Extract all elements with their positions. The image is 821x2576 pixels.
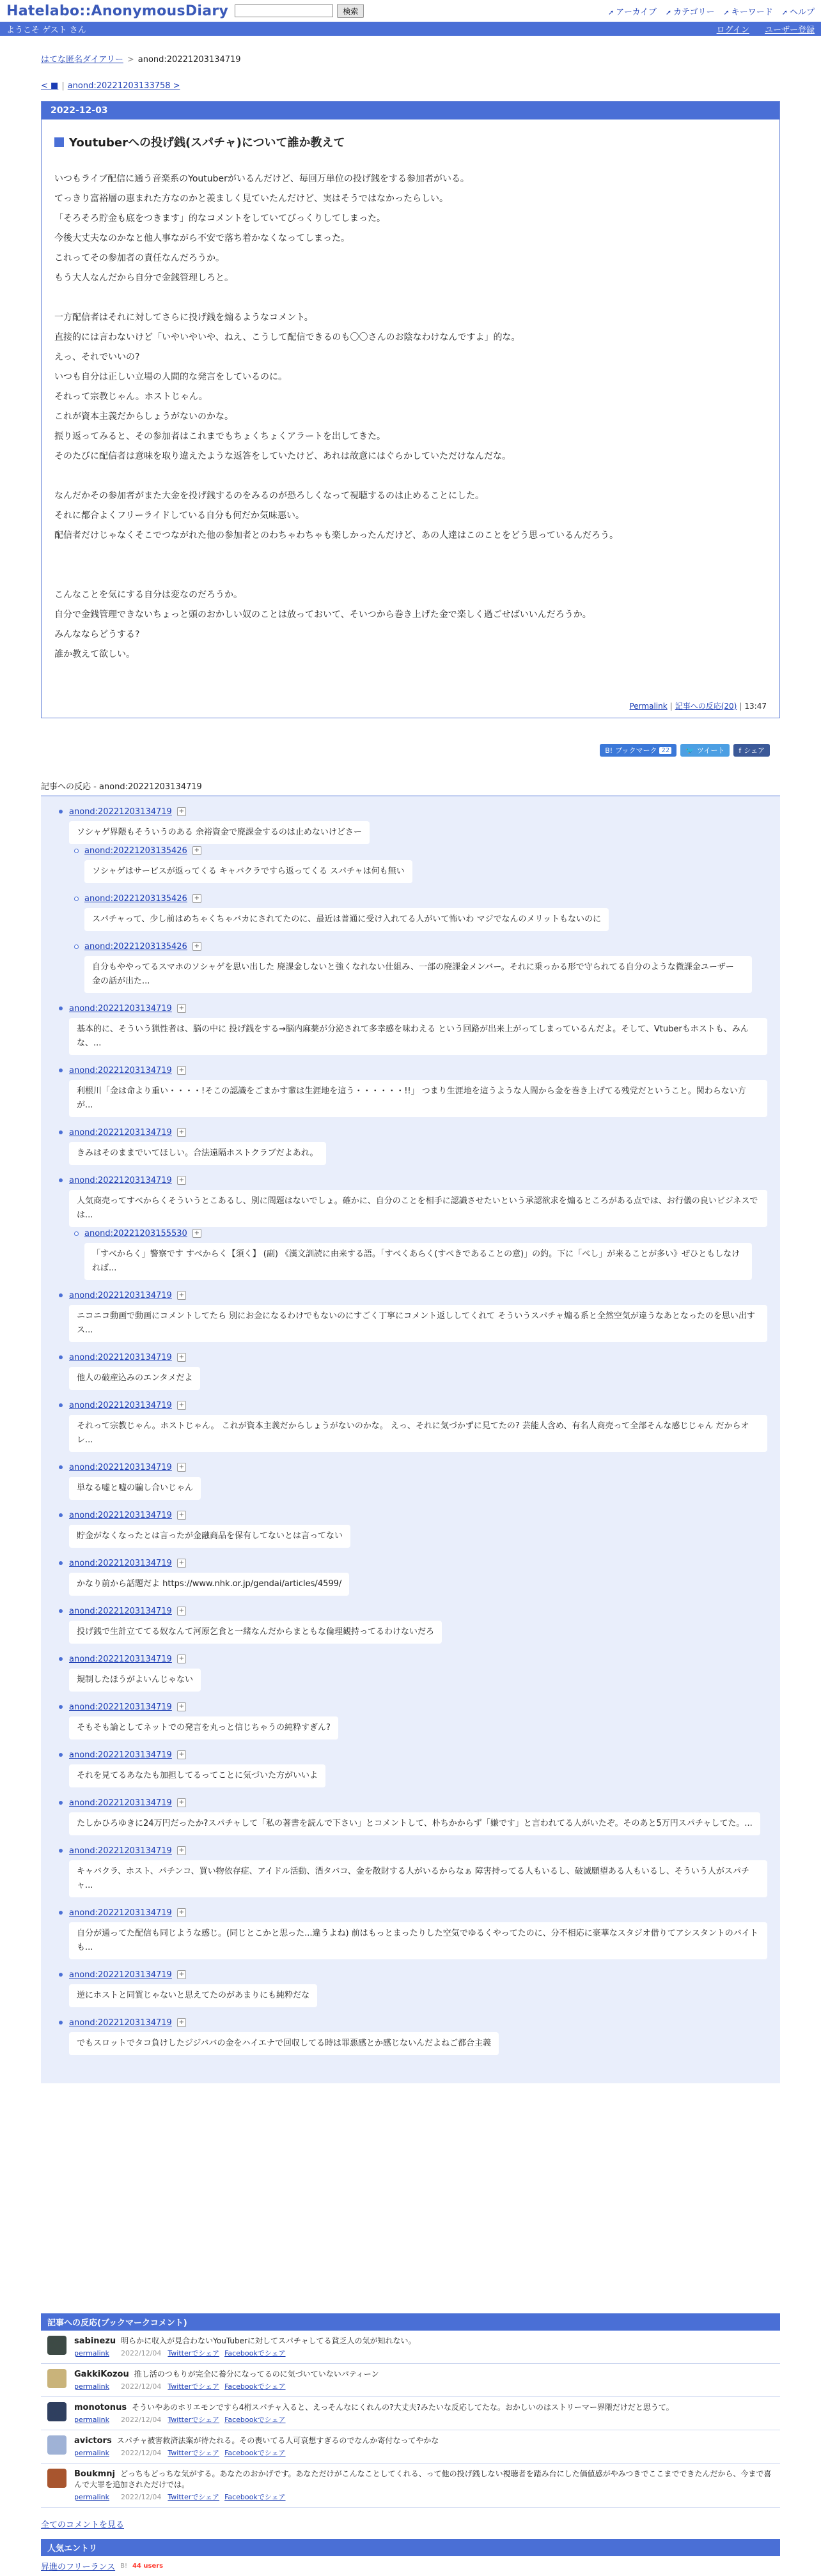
- reaction-item: [69, 844, 767, 883]
- reaction-item: [54, 1064, 767, 1117]
- entry-line: 自分で金銭管理できないちょっと頭のおかしい奴のことは放っておいて、そいつから巻き上げた金で楽しく過ごせばいいんだろうか。: [54, 610, 591, 620]
- bookmark-facebook-share[interactable]: Facebookでシェア: [224, 2493, 286, 2501]
- reaction-children: [69, 1227, 767, 1280]
- reaction-link[interactable]: anond:20221203134719: [69, 1290, 172, 1300]
- arrow-icon: ➚: [665, 8, 672, 17]
- bookmark-permalink[interactable]: permalink: [74, 2416, 109, 2424]
- reaction-item: [54, 1399, 767, 1452]
- bookmark-facebook-share[interactable]: Facebookでシェア: [224, 2416, 286, 2424]
- reaction-tree: [41, 796, 780, 2083]
- bookmark-twitter-share[interactable]: Twitterでシェア: [168, 2416, 220, 2424]
- expand-icon[interactable]: +: [192, 846, 201, 855]
- bookmark-twitter-share[interactable]: Twitterでシェア: [168, 2382, 220, 2391]
- expand-icon[interactable]: +: [177, 1463, 186, 1472]
- reaction-item: [54, 1351, 767, 1390]
- bookmark-user[interactable]: avictors: [74, 2436, 112, 2446]
- entry-line: 一方配信者はそれに対してさらに投げ銭を煽るようなコメント。: [54, 312, 313, 323]
- entry-line: これってその参加者の責任なんだろうか。: [54, 253, 224, 263]
- hatena-bookmark-button[interactable]: B! ブックマーク 22: [600, 744, 676, 757]
- all-comments-link[interactable]: 全てのコメントを見る: [41, 2520, 125, 2530]
- bookmark-date: 2022/12/04: [121, 2416, 162, 2424]
- reaction-item: [69, 1227, 767, 1280]
- reaction-link[interactable]: anond:20221203134719: [69, 1750, 172, 1760]
- reaction-text: ソシャゲ界隈もそういうのある 余裕資金で廃課金するのは止めないけどさー: [69, 821, 370, 844]
- expand-icon[interactable]: +: [177, 1654, 186, 1663]
- avatar[interactable]: [47, 2435, 66, 2455]
- bookmark-comment: [41, 2364, 780, 2397]
- reaction-item: [54, 1653, 767, 1692]
- entry-pager: < ■ | anond:20221203133758 >: [41, 81, 180, 91]
- reaction-item: [54, 1126, 767, 1165]
- all-comments-link-wrap: [41, 2518, 780, 2530]
- expand-icon[interactable]: +: [177, 2018, 186, 2027]
- login-link[interactable]: ログイン: [716, 25, 749, 35]
- bookmark-comment-list: [41, 2331, 780, 2508]
- entry-line: もう大人なんだから自分で金銭管理しろと。: [54, 273, 233, 283]
- entry-paragraph: [54, 308, 767, 467]
- reaction-item: [54, 1289, 767, 1342]
- reaction-text: スパチャって、少し前はめちゃくちゃバカにされてたのに、最近は普通に受け入れてる人がいて怖いわ マジでなんのメリットもないのに: [84, 908, 609, 931]
- reaction-link[interactable]: anond:20221203134719: [69, 1798, 172, 1808]
- reaction-text: 基本的に、そういう猟性者は、脳の中に 投げ銭をする→脳内麻薬が分泌されて多幸感を味わえる という回路が出来上がってしまっているんだよ。そして、Vtuberもホストも、みんな、...: [69, 1018, 767, 1055]
- entry-line: 配信者だけじゃなくそこでつながれた他の参加者とのわちゃわちゃも楽しかったんだけど、あの人達はこのことをどう思っているんだろう。: [54, 530, 618, 541]
- expand-icon[interactable]: +: [177, 1750, 186, 1759]
- reaction-item: [54, 805, 767, 993]
- avatar[interactable]: [47, 2469, 66, 2488]
- popular-entries-title: 人気エントリ: [41, 2539, 780, 2556]
- reaction-text: そもそも論としてネットでの発言を丸っと信じちゃうの純粋すぎん?: [69, 1716, 338, 1739]
- bookmark-comment: [41, 2397, 780, 2430]
- reaction-text: それって宗教じゃん。ホストじゃん。 これが資本主義だからしょうがないのかな。 えっ、それに気づかずに見てたの? 芸能人含め、有名人商売って全部そんな感じじゃん だからオレ...: [69, 1415, 767, 1452]
- reaction-text: 貯金がなくなったとは言ったが金融商品を保有してないとは言ってない: [69, 1525, 350, 1548]
- reaction-item: [54, 1844, 767, 1897]
- bookmark-comment: [41, 2464, 780, 2508]
- reaction-link[interactable]: anond:20221203134719: [69, 1606, 172, 1616]
- reaction-link[interactable]: anond:20221203155530: [84, 1228, 187, 1238]
- entry-title[interactable]: Youtuberへの投げ銭(スパチャ)について誰か教えて: [54, 134, 767, 150]
- expand-icon[interactable]: +: [177, 1798, 186, 1807]
- expand-icon[interactable]: +: [177, 1004, 186, 1013]
- bookmark-user[interactable]: sabinezu: [74, 2336, 116, 2346]
- bookmark-date: 2022/12/04: [121, 2349, 162, 2357]
- entry-line: そのたびに配信者は意味を取り違えたような返答をしていたけど、あれは故意にはぐらかしていただけなんだな。: [54, 451, 511, 461]
- bookmark-date: 2022/12/04: [121, 2382, 162, 2391]
- expand-icon[interactable]: +: [177, 1607, 186, 1616]
- reaction-link[interactable]: anond:20221203134719: [69, 1970, 172, 1980]
- reaction-item: [54, 1796, 767, 1835]
- entry-line: それに都合よくフリーライドしている自分も何だか気味悪い。: [54, 511, 305, 521]
- breadcrumb-current: anond:20221203134719: [137, 55, 241, 65]
- reaction-link[interactable]: anond:20221203134719: [69, 1846, 172, 1856]
- reaction-link[interactable]: anond:20221203134719: [69, 1654, 172, 1664]
- expand-icon[interactable]: +: [192, 1229, 201, 1238]
- reaction-text: ソシャゲはサービスが返ってくる キャバクラですら返ってくる スパチャは何も無い: [84, 860, 412, 883]
- reaction-text: ニコニコ動画で動画にコメントしてたら 別にお金になるわけでもないのにすごく丁寧にコメント返ししてくれて そういうスパチャ煽る系と全然空気が違うなあとなったのを思い出す ス...: [69, 1305, 767, 1342]
- entry-time: 13:47: [744, 702, 767, 711]
- reaction-link[interactable]: anond:20221203135426: [84, 941, 187, 952]
- hatena-bookmark-icon: B!: [120, 2563, 127, 2570]
- bookmark-user[interactable]: monotonus: [74, 2403, 127, 2412]
- reaction-link[interactable]: anond:20221203134719: [69, 806, 172, 817]
- popular-entry: [41, 2556, 780, 2576]
- reactions-link[interactable]: 記事への反応(20): [675, 702, 737, 711]
- reaction-item: [54, 1701, 767, 1739]
- bookmark-comment-text: 明らかに収入が見合わないYouTuberに対してスパチャしてる貧乏人の気が知れない。: [121, 2336, 416, 2345]
- reaction-text: 利根川「金は命より重い・・・・!そこの認識をごまかす輩は生涯地を這う・・・・・・!!」 つまり生涯地を這うような人間から金を巻き上げてる残党だということ。関わらない方が...: [69, 1080, 767, 1117]
- tweet-button[interactable]: 🐦 ツイート: [680, 744, 730, 757]
- entry-line: 今後大丈夫なのかなと他人事ながら不安で落ち着かなくなってしまった。: [54, 233, 350, 243]
- expand-icon[interactable]: +: [192, 894, 201, 903]
- expand-icon[interactable]: +: [177, 807, 186, 816]
- reaction-children: [69, 844, 767, 993]
- popular-users-count[interactable]: 44 users: [132, 2563, 164, 2570]
- expand-icon[interactable]: +: [177, 1511, 186, 1520]
- reaction-item: [54, 1509, 767, 1548]
- bookmark-permalink[interactable]: permalink: [74, 2382, 109, 2391]
- next-entry-link[interactable]: anond:20221203133758 >: [67, 81, 180, 91]
- entry-line: えっ、それでいいの?: [54, 352, 140, 362]
- reaction-item: [54, 1174, 767, 1280]
- reaction-item: [54, 1906, 767, 1959]
- twitter-icon: 🐦: [685, 746, 694, 755]
- nav-keyword[interactable]: ➚ キーワード: [723, 7, 773, 17]
- user-bar: [0, 22, 821, 36]
- reaction-text: 自分もややってるスマホのソシャゲを思い出した 廃課金しないと強くなれない仕組み、一部の廃課金メンバー。それに乗っかる形で守られてる自分のような微課金ユーザー 金の話が出た...: [84, 956, 752, 993]
- reaction-text: それを見てるあなたも加担してるってことに気づいた方がいいよ: [69, 1764, 325, 1787]
- hatena-icon: B!: [605, 746, 613, 755]
- bookmark-permalink[interactable]: permalink: [74, 2349, 109, 2357]
- main-content: [41, 36, 780, 2576]
- nav-category[interactable]: ➚ カテゴリー: [665, 7, 715, 17]
- reactions-title: 記事への反応 - anond:20221203134719: [41, 780, 780, 796]
- reaction-item: [69, 940, 767, 993]
- avatar[interactable]: [47, 2336, 66, 2355]
- entry-line: なんだかその参加者がまた大金を投げ銭するのをみるのが恐ろしくなって視聴するのは止めることにした。: [54, 491, 484, 501]
- expand-icon[interactable]: +: [177, 1128, 186, 1137]
- expand-icon[interactable]: +: [177, 1846, 186, 1855]
- reaction-item: [54, 1002, 767, 1055]
- breadcrumb: はてな匿名ダイアリー > anond:20221203134719: [41, 55, 241, 65]
- reaction-item: [54, 2016, 767, 2055]
- expand-icon[interactable]: +: [192, 942, 201, 951]
- reaction-item: [54, 1968, 767, 2007]
- reaction-item: [54, 1557, 767, 1596]
- bookmark-permalink[interactable]: permalink: [74, 2493, 109, 2501]
- nav-help[interactable]: ➚ ヘルプ: [781, 7, 815, 17]
- expand-icon[interactable]: +: [177, 1908, 186, 1917]
- reaction-link[interactable]: anond:20221203135426: [84, 893, 187, 904]
- bookmark-permalink[interactable]: permalink: [74, 2449, 109, 2457]
- entry-meta: Permalink | 記事への反応(20) | 13:47: [629, 702, 767, 711]
- reaction-text: 単なる嘘と嘘の騙し合いじゃん: [69, 1477, 201, 1500]
- bookmark-comment-text: 推し活のつもりが完全に養分になってるのに気づいていないパティーン: [134, 2370, 379, 2379]
- bookmark-twitter-share[interactable]: Twitterでシェア: [168, 2449, 220, 2457]
- share-buttons: [41, 744, 780, 757]
- avatar[interactable]: [47, 2369, 66, 2388]
- bookmark-facebook-share[interactable]: Facebookでシェア: [224, 2349, 286, 2357]
- reaction-link[interactable]: anond:20221203134719: [69, 1908, 172, 1918]
- expand-icon[interactable]: +: [177, 1401, 186, 1410]
- reaction-list: [54, 805, 767, 2055]
- reaction-text: 逆にホストと同質じゃないと思えてたのがあまりにも純粋だな: [69, 1984, 317, 2007]
- entry-paragraph: [54, 585, 767, 665]
- reaction-text: たしかひろゆきに24万円だったか?スパチャして「私の著書を読んで下さい」とコメントして、朴ちかからず「嫌です」と言われてる人がいたぞ。そのあと5万円スパチャしてた。...: [69, 1812, 760, 1835]
- reaction-link[interactable]: anond:20221203134719: [69, 1510, 172, 1520]
- entry-line: それって宗教じゃん。ホストじゃん。: [54, 392, 208, 402]
- expand-icon[interactable]: +: [177, 1353, 186, 1362]
- nav-archive[interactable]: ➚ アーカイブ: [608, 7, 657, 17]
- reaction-text: 他人の破産込みのエンタメだよ: [69, 1367, 200, 1390]
- entry-line: 直接的には言わないけど「いやいやいや、ねえ、こうして配信できるのも〇〇さんのお陰なわけなんですよ」的な。: [54, 332, 520, 343]
- reaction-item: [69, 892, 767, 931]
- reaction-item: [54, 1748, 767, 1787]
- expand-icon[interactable]: +: [177, 1176, 186, 1185]
- bookmark-twitter-share[interactable]: Twitterでシェア: [168, 2493, 220, 2501]
- bookmark-date: 2022/12/04: [121, 2493, 162, 2501]
- facebook-share-button[interactable]: f シェア: [733, 744, 770, 757]
- expand-icon[interactable]: +: [177, 1702, 186, 1711]
- entry-line: これが資本主義だからしょうがないのかな。: [54, 412, 233, 422]
- breadcrumb-root-link[interactable]: はてな匿名ダイアリー: [41, 55, 123, 65]
- prev-entry-link[interactable]: < ■: [41, 81, 59, 91]
- reaction-text: 規制したほうがよいんじゃない: [69, 1669, 201, 1692]
- reaction-item: [54, 1605, 767, 1644]
- entry-line: いつも自分は正しい立場の人間的な発言をしているのに。: [54, 372, 287, 382]
- bookmark-date: 2022/12/04: [121, 2449, 162, 2457]
- entry-line: こんなことを気にする自分は変なのだろうか。: [54, 590, 242, 600]
- arrow-icon: ➚: [723, 8, 730, 17]
- reaction-text: でもスロットでタコ負けしたジジババの金をハイエナで回収してる時は罪悪感とか感じないんだよねご都合主義: [69, 2032, 499, 2055]
- arrow-icon: ➚: [781, 8, 788, 17]
- reaction-link[interactable]: anond:20221203134719: [69, 1462, 172, 1472]
- bookmark-user[interactable]: GakkiKozou: [74, 2370, 129, 2379]
- bookmark-comments: [41, 2313, 780, 2508]
- entry-line: てっきり富裕層の恵まれた方なのかと羨ましく見ていたんだけど、実はそうではなかったらしい。: [54, 194, 448, 204]
- reaction-text: キャバクラ、ホスト、パチンコ、買い物依存症、アイドル活動、酒タバコ、金を散財する人がいるからなぁ 障害持ってる人もいるし、破滅願望ある人もいるし、そういう人がスパチャ...: [69, 1860, 767, 1897]
- bookmark-comment-text: スパチャ被害救済法案が待たれる。その喪いてる人可哀想すぎるのでなんか寄付なってやかな: [116, 2436, 439, 2445]
- expand-icon[interactable]: +: [177, 1291, 186, 1300]
- entry-date: 2022-12-03: [42, 102, 779, 120]
- welcome-text: ようこそ ゲスト さん: [6, 25, 86, 35]
- entry-line: 誰か教えて欲しい。: [54, 649, 135, 659]
- expand-icon[interactable]: +: [177, 1970, 186, 1979]
- expand-icon[interactable]: +: [177, 1559, 186, 1568]
- permalink-link[interactable]: Permalink: [629, 702, 668, 711]
- reaction-link[interactable]: anond:20221203134719: [69, 1003, 172, 1014]
- reaction-item: [54, 1461, 767, 1500]
- bookmark-user[interactable]: Boukmnj: [74, 2469, 115, 2479]
- bookmark-comment: [41, 2430, 780, 2464]
- reaction-link[interactable]: anond:20221203135426: [84, 845, 187, 856]
- bookmark-comments-title: 記事への反応(ブックマークコメント): [41, 2313, 780, 2331]
- top-nav: [608, 5, 815, 17]
- bookmark-comment-text: どっちもどっちな気がする。あなたのおかげです。あなただけがこんなことしてくれる、って他の投げ銭しない視聴者を踏み台にした価値感がやみつきでここまでできたんだから、今まで喜んで大罪を追加されただけでは。: [74, 2469, 772, 2489]
- entry-body: [42, 120, 779, 718]
- bookmark-facebook-share[interactable]: Facebookでシェア: [224, 2382, 286, 2391]
- entry-text: [54, 169, 767, 665]
- bookmark-comment-text: そういやあのホリエモンですら4桁スパチャ入ると、えっそんなにくれんの?大丈夫?みたいな反応してたな。おかしいのはストリーマー界隈だけだと思うて。: [132, 2403, 674, 2412]
- reaction-link[interactable]: anond:20221203134719: [69, 1400, 172, 1410]
- reaction-link[interactable]: anond:20221203134719: [69, 1558, 172, 1568]
- search-input[interactable]: [235, 4, 333, 17]
- arrow-icon: ➚: [608, 8, 614, 17]
- reaction-text: 自分が通ってた配信も同じような感じ。(同じとこかと思った...違うよね) 前はもっとまったりした空気でゆるくやってたのに、分不相応に豪華なスタジオ借りてアシスタントのバイトも...: [69, 1922, 767, 1959]
- site-logo[interactable]: Hatelabo::AnonymousDiary: [6, 3, 229, 19]
- bookmark-facebook-share[interactable]: Facebookでシェア: [224, 2449, 286, 2457]
- reaction-link[interactable]: anond:20221203134719: [69, 1175, 172, 1185]
- entry-line: いつもライブ配信に通う音楽系のYoutuberがいるんだけど、毎回万単位の投げ銭をする参加者がいる。: [54, 174, 469, 184]
- bookmark-count: 22: [659, 747, 671, 754]
- search-button[interactable]: 検索: [337, 4, 364, 18]
- expand-icon[interactable]: +: [177, 1066, 186, 1075]
- reaction-text: 人気商売ってすべからくそういうとこあるし、別に問題はないでしょ。確かに、自分のことを相手に認識させたいという承認欲求を煽るところがある点では、お行儀の良いビジネスでは...: [69, 1190, 767, 1227]
- reaction-text: 投げ銭で生計立ててる奴なんて河原乞食と一緒なんだからまともな倫理観持ってるわけないだろ: [69, 1621, 442, 1644]
- entry-paragraph: [54, 486, 767, 546]
- reaction-link[interactable]: anond:20221203134719: [69, 1352, 172, 1362]
- bookmark-twitter-share[interactable]: Twitterでシェア: [168, 2349, 220, 2357]
- entry-box: [41, 101, 780, 718]
- entry-line: みんなならどうする?: [54, 629, 140, 640]
- reaction-text: かなり前から話題だよ https://www.nhk.or.jp/gendai/articles/4599/: [69, 1573, 349, 1596]
- entry-paragraph: [54, 169, 767, 288]
- top-header: [0, 0, 821, 22]
- entry-line: 振り返ってみると、その参加者はこれまでもちょくちょくアラートを出してきた。: [54, 431, 386, 442]
- square-bullet-icon: [54, 137, 64, 147]
- register-link[interactable]: ユーザー登録: [764, 25, 815, 35]
- reaction-link[interactable]: anond:20221203134719: [69, 1127, 172, 1138]
- reaction-text: 「すべからく」警察です すべからく【須く】 (副) 《漢文訓読に由来する語。「すべくあらく(すべきであることの意)」の約。下に「べし」が来ることが多い》ぜひともしなければ...: [84, 1243, 752, 1280]
- entry-line: 「そろそろ貯金も底をつきます」的なコメントをしていてびっくりしてしまった。: [54, 213, 386, 224]
- reaction-text: きみはそのままでいてほしい。合法遠隔ホストクラブだよあれ。: [69, 1142, 326, 1165]
- reaction-link[interactable]: anond:20221203134719: [69, 2017, 172, 2028]
- reaction-link[interactable]: anond:20221203134719: [69, 1065, 172, 1076]
- avatar[interactable]: [47, 2402, 66, 2421]
- bookmark-comment: [41, 2331, 780, 2364]
- facebook-icon: f: [739, 746, 742, 755]
- popular-entry-link[interactable]: 昇進のフリーランス: [41, 2563, 116, 2572]
- reaction-link[interactable]: anond:20221203134719: [69, 1702, 172, 1712]
